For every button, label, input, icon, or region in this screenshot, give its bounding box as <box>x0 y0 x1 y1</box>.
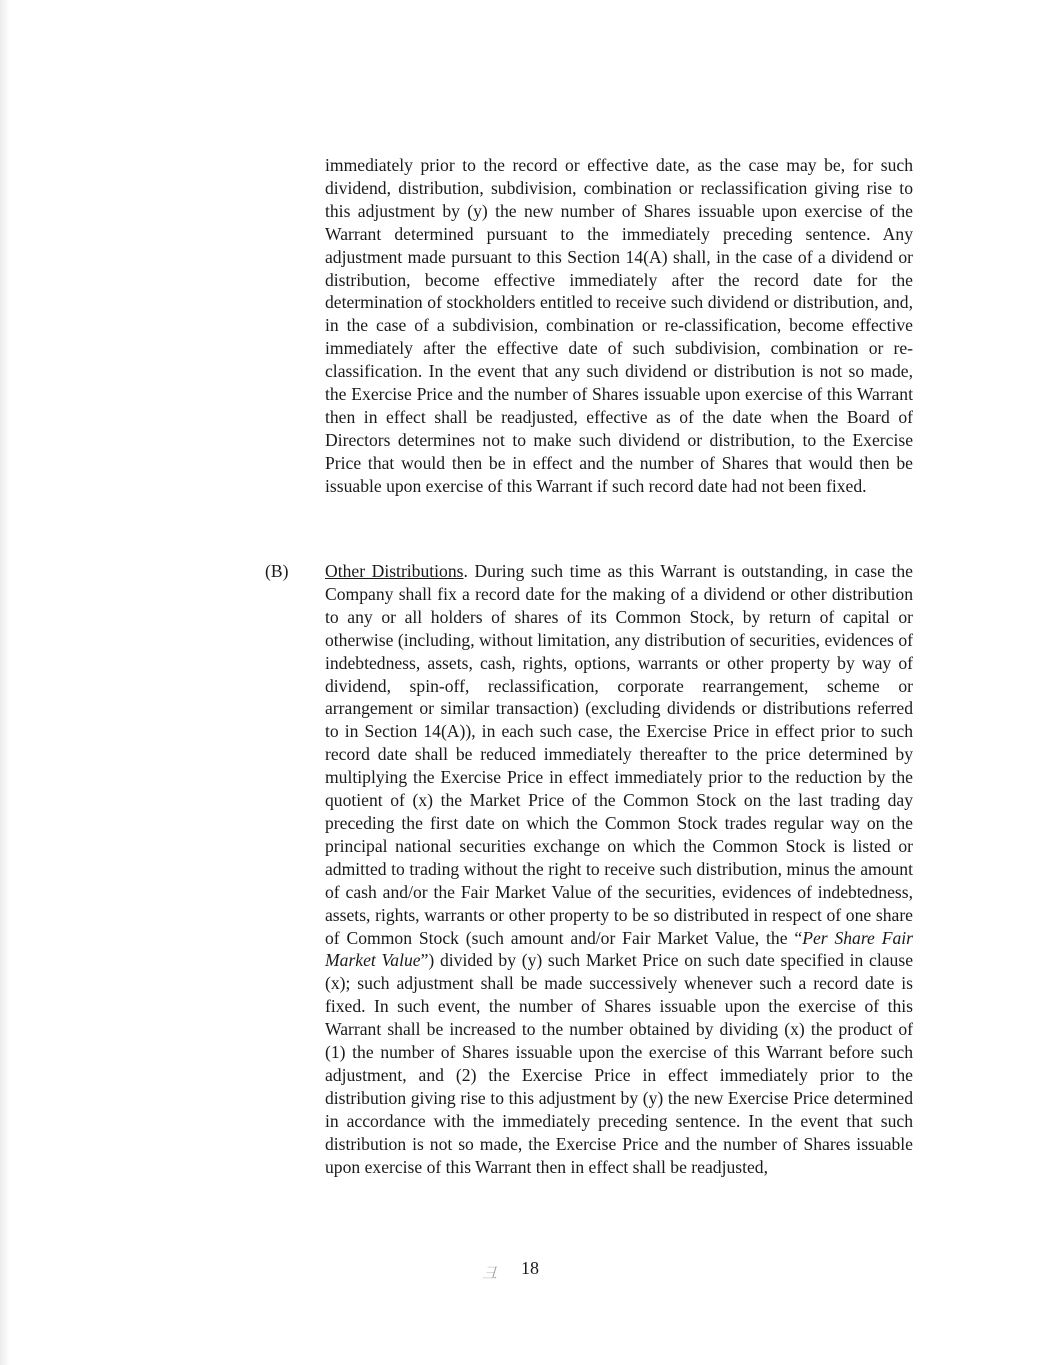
section-b-text-part-1: . During such time as this Warrant is outstanding, in case the Company shall fix a record date for the making of a dividend or other distribution to any or all holders of shares of its Common Stock, by return of capital or otherwise (including, without limitation, any distribution of securities, evidences of indebtedness, assets, cash, rights, options, warrants or other property by way of dividend, spin-off, reclassification, corporate rearrangement, scheme or arrangement or similar transaction) (excluding dividends or distributions referred to in Section 14(A)), in each such case, the Exercise Price in effect prior to such record date shall be reduced immediately thereafter to the price determined by multiplying the Exercise Price in effect immediately prior to the reduction by the quotient of (x) the Market Price of the Common Stock on the last trading day preceding the first date on which the Common Stock trades regular way on the principal national securities exchange on which the Common Stock is listed or admitted to trading without the right to receive such distribution, minus the amount of cash and/or the Fair Market Value of the securities, evidences of indebtedness, assets, rights, warrants or other property to be so distributed in respect of one share of Common Stock (such amount and/or Fair Market Value, the “ <box>325 561 913 948</box>
scan-edge-shadow <box>0 0 10 1365</box>
section-b-heading: Other Distributions <box>325 561 464 581</box>
section-b-text-part-2: ”) divided by (y) such Market Price on such date specified in clause (x); such adjustment shall be made successively whenever such a record date is fixed. In such event, the number of Shares issuable upon the exercise of this Warrant shall be increased to the number obtained by dividing (x) the product of (1) the number of Shares issuable upon the exercise of this Warrant before such adjustment, and (2) the Exercise Price in effect immediately prior to the distribution giving rise to this adjustment by (y) the new Exercise Price determined in accordance with the immediately preceding sentence. In the event that such distribution is not so made, the Exercise Price and the number of Shares issuable upon exercise of this Warrant then in effect shall be readjusted, <box>325 950 913 1177</box>
continued-paragraph: immediately prior to the record or effective date, as the case may be, for such dividend, distribution, subdivision, combination or reclassification giving rise to this adjustment by (y) the new number of Shares issuable upon exercise of the Warrant determined pursuant to the immediately preceding sentence. Any adjustment made pursuant to this Section 14(A) shall, in the case of a dividend or distribution, become effective immediately after the record date for the determination of stockholders entitled to receive such dividend or distribution, and, in the case of a subdivision, combination or re-classification, become effective immediately after the effective date of such subdivision, combination or re-classification. In the event that any such dividend or distribution is not so made, the Exercise Price and the number of Shares issuable upon exercise of this Warrant then in effect shall be readjusted, effective as of the date when the Board of Directors determines not to make such dividend or distribution, to the Exercise Price that would then be in effect and the number of Shares that would then be issuable upon exercise of this Warrant if such record date had not been fixed. <box>325 155 913 496</box>
section-b-marker: (B) <box>265 561 289 581</box>
pen-tick-mark: ⼹ <box>482 1266 498 1282</box>
page-number: 18 <box>521 1258 539 1278</box>
defined-term-per-share-fmv: Per Share Fair Market Value <box>325 927 913 971</box>
section-b-paragraph <box>325 560 913 1178</box>
